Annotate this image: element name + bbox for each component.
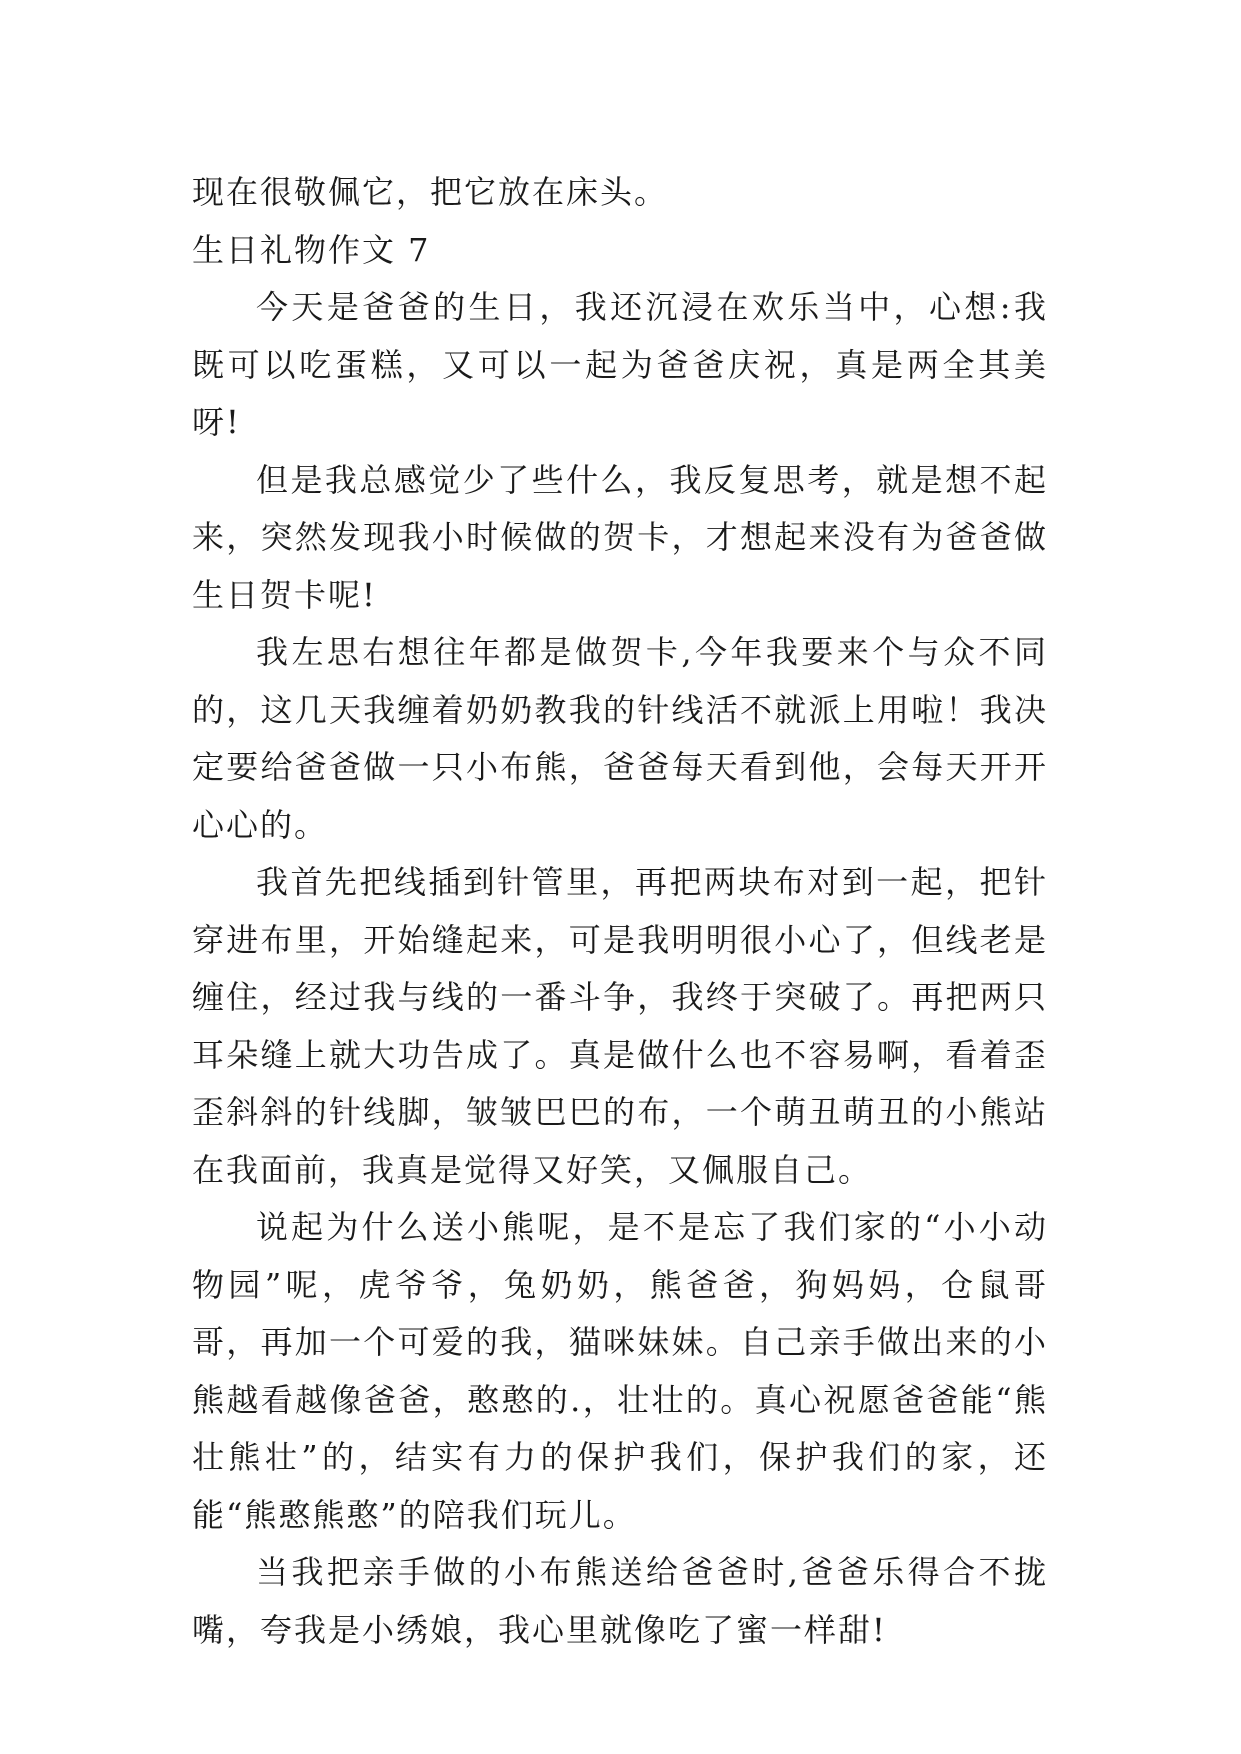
- paragraph: 但是我总感觉少了些什么，我反复思考，就是想不起来，突然发现我小时候做的贺卡，才想起来没有为爸爸做生日贺卡呢!: [192, 460, 1048, 614]
- paragraph: 我左思右想往年都是做贺卡,今年我要来个与众不同的，这几天我缠着奶奶教我的针线活不就派上用啦！我决定要给爸爸做一只小布熊，爸爸每天看到他，会每天开开心心的。: [192, 633, 1048, 844]
- essay-body: [192, 164, 1048, 1659]
- paragraph: 今天是爸爸的生日，我还沉浸在欢乐当中，心想:我既可以吃蛋糕，又可以一起为爸爸庆祝，真是两全其美呀!: [192, 288, 1048, 441]
- paragraph: 说起为什么送小熊呢，是不是忘了我们家的“小小动物园”呢，虎爷爷，兔奶奶，熊爸爸，狗妈妈，仓鼠哥哥，再加一个可爱的我，猫咪妹妹。自己亲手做出来的小熊越看越像爸爸，憨憨的.，壮壮的。真心祝愿爸爸能“熊壮熊壮”的，结实有力的保护我们，保护我们的家，还能“熊憨熊憨”的陪我们玩儿。: [192, 1208, 1048, 1534]
- continuation-line: 现在很敬佩它，把它放在床头。: [192, 173, 669, 211]
- paragraph: 我首先把线插到针管里，再把两块布对到一起，把针穿进布里，开始缝起来，可是我明明很小心了，但线老是缠住，经过我与线的一番斗争，我终于突破了。再把两只耳朵缝上就大功告成了。真是做什么也不容易啊，看着歪歪斜斜的针线脚，皱皱巴巴的布，一个萌丑萌丑的小熊站在我面前，我真是觉得又好笑，又佩服自己。: [192, 863, 1048, 1189]
- essay-title: 生日礼物作文 7: [192, 230, 431, 269]
- paragraph: 当我把亲手做的小布熊送给爸爸时,爸爸乐得合不拢嘴，夸我是小绣娘，我心里就像吃了蜜一样甜!: [192, 1553, 1048, 1649]
